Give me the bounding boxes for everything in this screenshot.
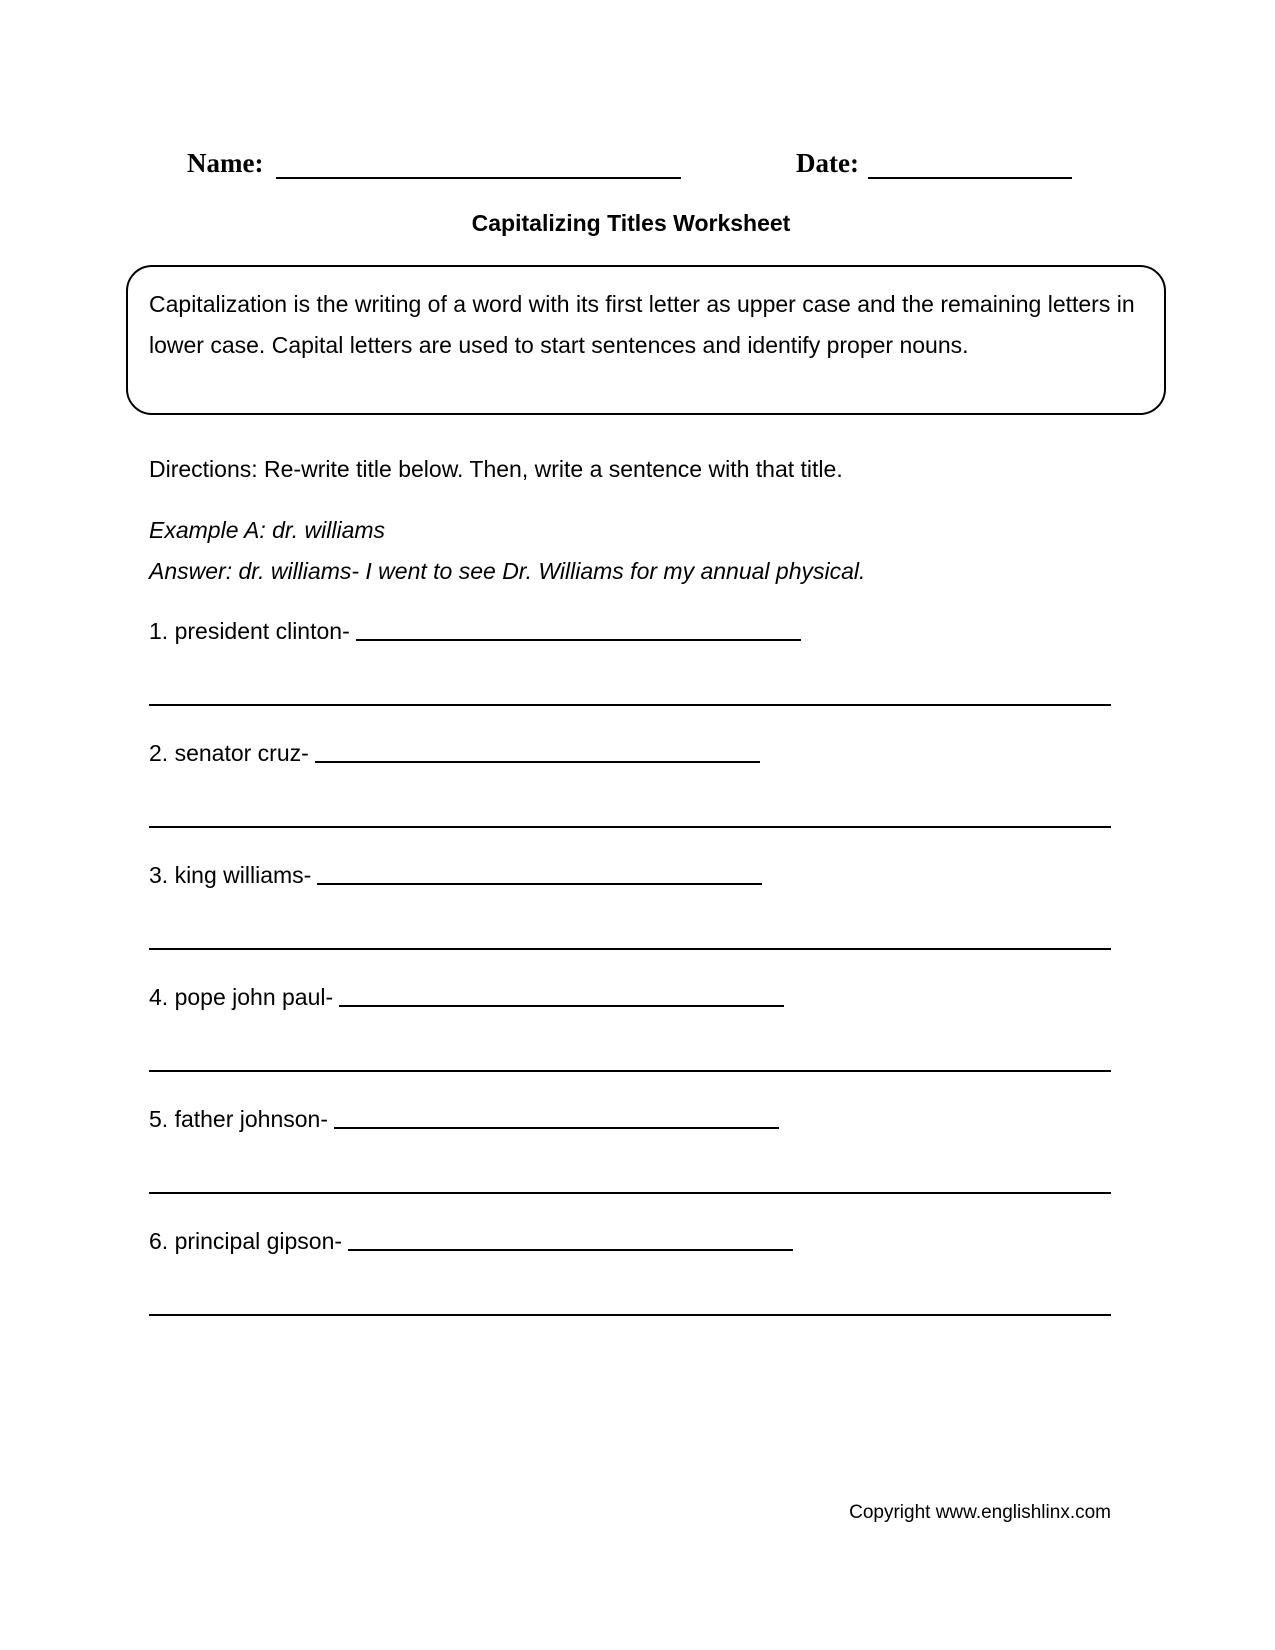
rewrite-title-field[interactable] (339, 1005, 784, 1007)
sentence-field[interactable] (149, 826, 1111, 828)
question-item (149, 1228, 793, 1255)
question-label: 5. father johnson- (149, 1106, 329, 1132)
question-item (149, 618, 801, 645)
sentence-field[interactable] (149, 1070, 1111, 1072)
question-item (149, 740, 760, 767)
question-label: 1. president clinton- (149, 618, 350, 644)
date-label: Date: (796, 148, 859, 178)
intro-text: Capitalization is the writing of a word with its first letter as upper case and the remaining letters in lower case. Capital letters are used to start sentences and identify proper nouns. (149, 291, 1135, 358)
worksheet-title: Capitalizing Titles Worksheet (471, 210, 791, 236)
example: Example A: dr. williams (149, 517, 386, 543)
sentence-field[interactable] (149, 1192, 1111, 1194)
copyright: Copyright www.englishlinx.com (849, 1502, 1111, 1523)
sentence-field[interactable] (149, 948, 1111, 950)
rewrite-title-field[interactable] (317, 883, 762, 885)
question-label: 6. principal gipson- (149, 1228, 343, 1254)
rewrite-title-field[interactable] (334, 1127, 779, 1129)
directions: Directions: Re-write title below. Then, write a sentence with that title. (149, 456, 843, 482)
date-field[interactable] (868, 177, 1072, 179)
sentence-field[interactable] (149, 704, 1111, 706)
name-label: Name: (187, 148, 264, 178)
question-item (149, 984, 784, 1011)
question-label: 3. king williams- (149, 862, 312, 888)
rewrite-title-field[interactable] (315, 761, 760, 763)
question-label: 4. pope john paul- (149, 984, 334, 1010)
question-item (149, 862, 762, 889)
rewrite-title-field[interactable] (356, 639, 801, 641)
question-item (149, 1106, 779, 1133)
question-label: 2. senator cruz- (149, 740, 309, 766)
name-field[interactable] (276, 177, 681, 179)
answer: Answer: dr. williams- I went to see Dr. Williams for my annual physical. (149, 558, 866, 584)
rewrite-title-field[interactable] (348, 1249, 793, 1251)
sentence-field[interactable] (149, 1314, 1111, 1316)
